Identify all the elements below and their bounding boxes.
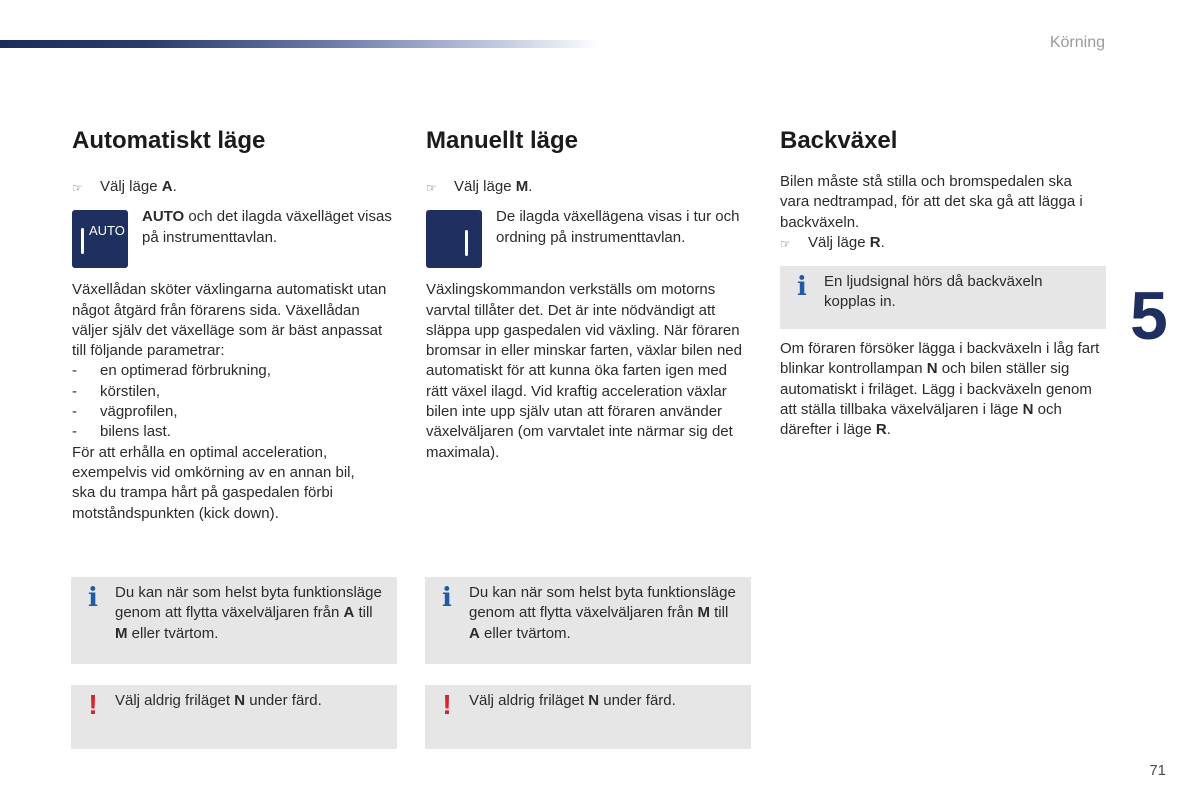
page-number: 71 bbox=[1149, 762, 1166, 779]
warning-icon: ! bbox=[442, 689, 452, 720]
kick-down-text: För att erhålla en optimal acceleration, exempelvis vid omkörning av en annan bil, ska du trampa hårt på gaspedalen förbi motståndspunkten (kick down). bbox=[72, 443, 355, 522]
automatic-info-box bbox=[71, 577, 397, 664]
pointing-hand-icon: ☞ bbox=[72, 181, 83, 195]
reverse-gear-heading: Backväxel bbox=[780, 127, 898, 154]
section-title: Körning bbox=[1049, 34, 1105, 51]
manual-mode-heading: Manuellt läge bbox=[426, 127, 579, 154]
manual-gear-indicator-icon bbox=[426, 210, 482, 268]
pointing-hand-icon: ☞ bbox=[780, 236, 791, 251]
manual-indicator-description: De ilagda växellägena visas i tur och ordning på instrumenttavlan. bbox=[496, 208, 740, 246]
list-item: - körstilen, bbox=[72, 382, 161, 400]
manual-body-text: Växlingskommandon verkställs om motorns varvtal tillåter det. Det är inte nödvändigt att släppa upp gaspedalen vid växling. När föraren bromsar in eller minskar farten, växlar bilen ned automatiskt för att kunna öka farten igen med rätt växel ilagd. Vid kraftig acceleration växlar bilen inte upp själv utan att föraren använder växelväljaren (om varvtalet inte närmar sig det maximala). bbox=[426, 281, 742, 461]
manual-info-box bbox=[425, 577, 751, 664]
automatic-mode-heading: Automatiskt läge bbox=[72, 127, 266, 154]
reverse-info-text: En ljudsignal hörs då backväxeln kopplas in. bbox=[824, 273, 1043, 311]
info-icon: i bbox=[797, 272, 807, 302]
list-item: - vägprofilen, bbox=[72, 403, 178, 421]
list-item: - bilens last. bbox=[72, 423, 171, 441]
pointing-hand-icon: ☞ bbox=[426, 181, 437, 195]
reverse-body-text: Om föraren försöker lägga i backväxeln i låg fart blinkar kontrollampan N och bilen ställer sig automatiskt i friläget. Lägg i backväxeln genom att ställa tillbaka växelväljaren i läge N och därefter i läge R. bbox=[780, 340, 1100, 439]
automatic-mode-column bbox=[72, 125, 402, 524]
manual-info-text: Du kan när som helst byta funktionsläge genom att flytta växelväljaren från M till A eller tvärtom. bbox=[469, 584, 736, 642]
info-icon: i bbox=[88, 583, 98, 613]
info-icon: i bbox=[442, 583, 452, 613]
reverse-gear-column bbox=[780, 125, 1110, 254]
select-mode-r-instruction: ☞ Välj läge R. bbox=[780, 233, 1110, 254]
chapter-number: 5 bbox=[1130, 278, 1168, 354]
automatic-warning-box bbox=[71, 685, 397, 749]
manual-mode-column bbox=[426, 125, 756, 463]
manual-warning-text: Välj aldrig friläget N under färd. bbox=[469, 692, 676, 709]
warning-icon: ! bbox=[88, 689, 98, 720]
reverse-intro-text: Bilen måste stå stilla och bromspedalen ska vara nedtrampad, för att det ska gå att lägga i backväxeln. bbox=[780, 173, 1083, 231]
automatic-info-text: Du kan när som helst byta funktionsläge genom att flytta växelväljaren från A till M eller tvärtom. bbox=[115, 584, 382, 642]
header-gradient-bar bbox=[0, 40, 600, 48]
auto-indicator-description: AUTO och det ilagda växelläget visas på instrumenttavlan. bbox=[142, 208, 392, 246]
parameter-list bbox=[72, 361, 402, 442]
reverse-info-box bbox=[780, 266, 1106, 329]
list-item: - en optimerad förbrukning, bbox=[72, 362, 271, 380]
auto-gear-indicator-icon: AUTO bbox=[72, 210, 128, 268]
manual-warning-box bbox=[425, 685, 751, 749]
automatic-warning-text: Välj aldrig friläget N under färd. bbox=[115, 692, 322, 709]
manual-indicator-row bbox=[426, 210, 756, 268]
automatic-intro-text: Växellådan sköter växlingarna automatiskt utan något åtgärd från förarens sida. Växellådan väljer själv det växelläge som är bäst anpassat till följande parametrar: bbox=[72, 281, 387, 360]
auto-indicator-row bbox=[72, 210, 402, 268]
select-mode-a-instruction: ☞ Välj läge A. bbox=[72, 177, 402, 198]
select-mode-m-instruction: ☞ Välj läge M. bbox=[426, 177, 756, 198]
